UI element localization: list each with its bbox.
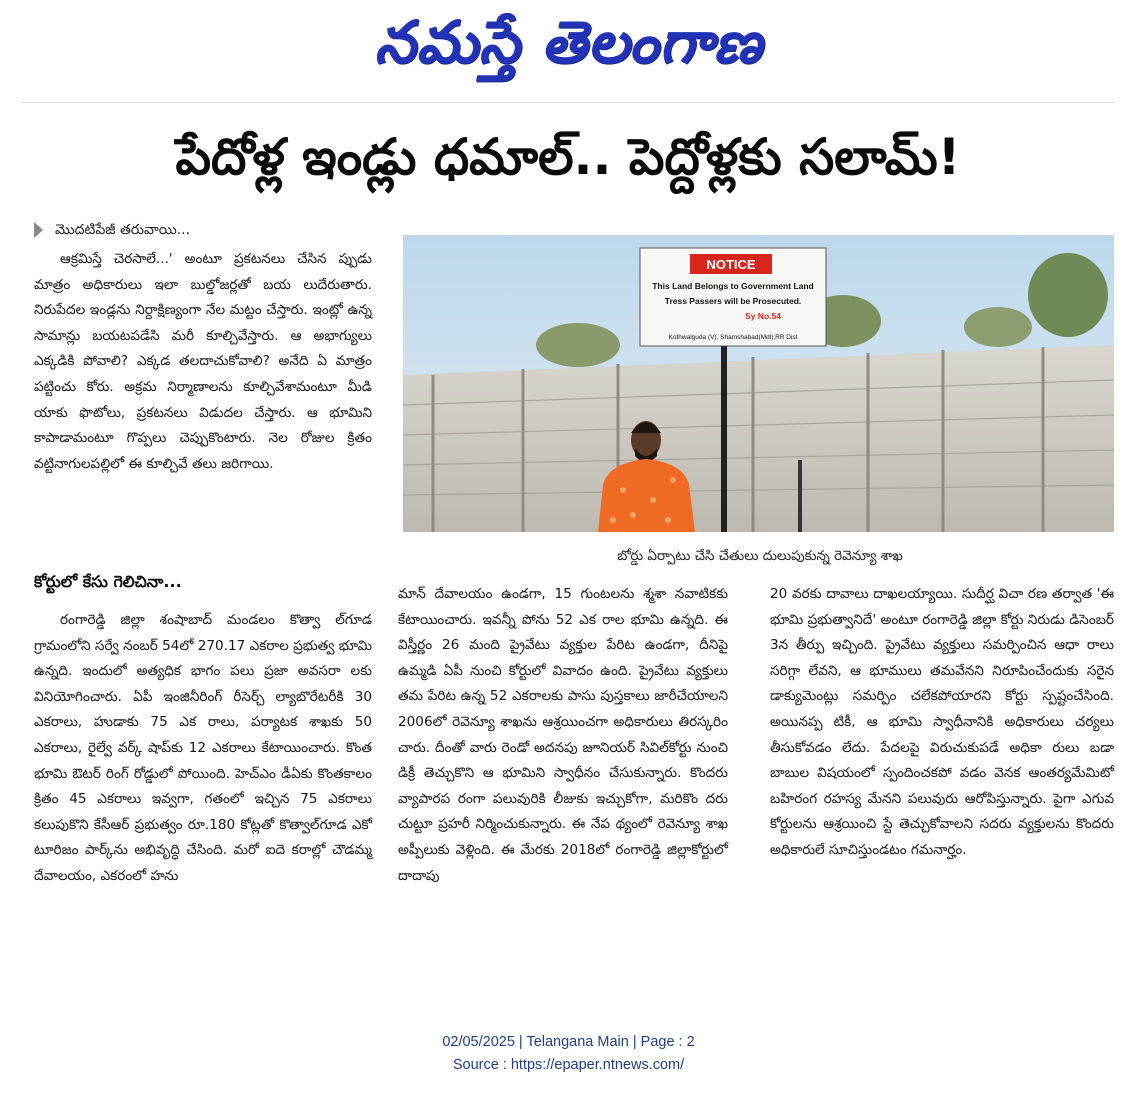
notice-line-3: Sy No.54: [745, 311, 781, 321]
article-column-3: [770, 582, 1114, 996]
masthead-title: నమస్తే తెలంగాణ: [374, 8, 763, 76]
photo-illustration: [403, 235, 1114, 532]
kicker-text: మొదటిపేజీ తరువాయి...: [55, 222, 191, 238]
column-2-text: మాన్‌ దేవాలయం ఉండగా, 15 గుంటలను శ్మశా నవాటికకు కేటాయించారు. ఇవన్నీ పోను 52 ఎక రాల భూమి ఉన్నది. ఈ విస్తీర్ణం 26 మంది ప్రైవేటు వ్యక్తుల పేరిట ఉండగా, దీనిపై ఉమ్మడి ఏపీ నుంచి కోర్టులో వివాదం ఉంది. ప్రైవేటు వ్యక్తులు తమ పేరిట ఉన్న 52 ఎకరాలకు పాసు పుస్తకాలు జారీచేయాలని 2006లో రెవెన్యూ శాఖను ఆశ్రయించగా అధికారులు తిరస్కరిం చారు. దీంతో వారు రెండో అదనపు జూనియర్‌ సివిల్‌కోర్టు నుంచి డిక్రీ తెచ్చుకొని ఆ భూమిని స్వాధీనం చేసుకున్నారు. కొందరు వ్యాపారప రంగా పలువురికి లీజుకు ఇచ్చుకోగా, మరికొం దరు చుట్టూ ప్రహరీ నిర్మించుకున్నారు. ఈ నేప థ్యంలో రెవెన్యూ శాఖ అప్పీలుకు వెళ్లింది. ఈ మేరకు 2018లో రంగారెడ్డి జిల్లాకోర్టులో దాదాపు: [398, 586, 728, 884]
notice-line-2: Tress Passers will be Prosecuted.: [664, 296, 802, 306]
chevron-right-icon: [34, 222, 43, 238]
article-column-2: [398, 582, 728, 996]
compound-wall: [403, 345, 1114, 532]
intro-column: [34, 247, 372, 557]
sign-pole: [721, 345, 727, 532]
continuation-kicker: [34, 218, 190, 242]
small-post: [798, 460, 802, 532]
footer-dateline: 02/05/2025 | Telangana Main | Page : 2: [442, 1034, 695, 1050]
masthead-divider: [22, 102, 1114, 103]
column-3-text: 20 వరకు దావాలు దాఖలయ్యాయి. సుదీర్ఘ విచా రణ తర్వాత 'ఈ భూమి ప్రభుత్వానిదే' అంటూ రంగారెడ్డి జిల్లా కోర్టు నిరుడు డిసెంబర్‌ 3న తీర్పు ఇచ్చింది. ప్రైవేటు వ్యక్తులు సమర్పించిన ఆధా రాలు సరిగ్గా లేవని, ఆ భూములు తమవేనని నిరూపించేందుకు సరైన డాక్యుమెంట్లు సమర్పిం చలేకపోయారని కోర్టు స్పష్టంచేసింది. అయినప్ప టికీ, ఆ భూమి స్వాధీనానికి అధికారులు చర్యలు తీసుకోవడం లేదు. పేదలపై విరుచుకుపడే అధికా రులు బడా బాబుల విషయంలో స్పందించకపో వడం వెనక ఆంతర్యమేమిటో బహిరంగ రహస్య మేనని పలువురు ఆరోపిస్తున్నారు. పైగా ఎగువ కోర్టులను ఆశ్రయించి స్టే తెచ్చుకోవాలని సదరు వ్యక్తులను కొందరు అధికారులే సూచిస్తుండటం గమనార్హం.: [770, 586, 1114, 858]
section-subhead: కోర్టులో కేసు గెలిచినా...: [34, 572, 182, 591]
article-headline: పేదోళ్ల ఇండ్లు ధమాల్‌.. పెద్దోళ్లకు సలామ్‌!: [175, 128, 961, 186]
article-photo: [403, 235, 1114, 532]
notice-line-1: This Land Belongs to Government Land: [652, 281, 814, 291]
notice-title: NOTICE: [706, 257, 756, 272]
photo-caption: బోర్డు ఏర్పాటు చేసి చేతులు దులుపుకున్న రెవెన్యూ శాఖ: [617, 548, 903, 564]
tree-shape: [964, 307, 1032, 347]
footer-source: Source : https://epaper.ntnews.com/: [452, 1057, 685, 1073]
column-1-text: రంగారెడ్డి జిల్లా శంషాబాద్‌ మండలం కొత్వా ల్‌గూడ గ్రామంలోని సర్వే నంబర్‌ 54లో 270.17 ఎకరాల ప్రభుత్వ భూమి ఉన్నది. ఇందులో అత్యధిక భాగం పలు ప్రజా అవసరా లకు వినియోగించారు. ఏపీ ఇంజినీరింగ్‌ రీసెర్చ్‌ ల్యాబొరేటరీకి 30 ఎకరాలు, హుడాకు 75 ఎక రాలు, పర్యాటక శాఖకు 50 ఎకరాలు, రైల్వే వర్క్‌ షాప్‌కు 12 ఎకరాలు కేటాయించారు. కొంత భూమి ఔటర్‌ రింగ్‌ రోడ్డులో పోయింది. హెచ్‌ఎం డీఏకు కొంతకాలం క్రితం 45 ఎకరాలు ఇవ్వగా, గతంలో ఇచ్చిన 75 ఎకరాలు కలుపుకొని కేసీఆర్‌ ప్రభుత్వం రూ.180 కోట్లతో కొత్వాల్‌గూడ ఎకో టూరిజం పార్క్‌ను అభివృద్ధి చేసింది. మరో ఐదె కరాల్లో చౌడమ్మ దేవాలయం, ఎకరంలో హను: [34, 612, 372, 884]
newspaper-masthead: [0, 8, 1137, 88]
tree-shape: [1028, 253, 1108, 337]
tree-shape: [536, 323, 620, 367]
intro-paragraph: ఆక్రమిస్తే చెరసాలే...' అంటూ ప్రకటనలు చేసిన ప్పుడు మాత్రం అధికారులు ఇలా బుల్డోజర్లతో బయ లుదేరుతారు. నిరుపేదల ఇండ్లను నిర్దాక్షిణ్యంగా నేల మట్టం చేస్తారు. ఇంట్లో ఉన్న సామాన్లు బయటపడేసి మరీ కూల్చివేస్తారు. ఆ అభాగ్యులు ఎక్కడికి పోవాలి? ఎక్కడ తలదాచుకోవాలి? అనేది ఏ మాత్రం పట్టించు కోరు. అక్రమ నిర్మాణాలను కూల్చివేశామంటూ మీడి యాకు ఫొటోలు, ప్రకటనలు విడుదల చేస్తారు. ఆ భూమిని కాపాడామంటూ గొప్పలు చెప్పుకొంటారు. నెల రోజుల క్రితం వట్టినాగులపల్లిలో ఈ కూల్చివే తలు జరిగాయి.: [34, 251, 372, 472]
article-column-1: [34, 608, 372, 996]
notice-line-4: Kothwalguda (V), Shamshabad(Mdl),RR Dist: [668, 334, 798, 341]
